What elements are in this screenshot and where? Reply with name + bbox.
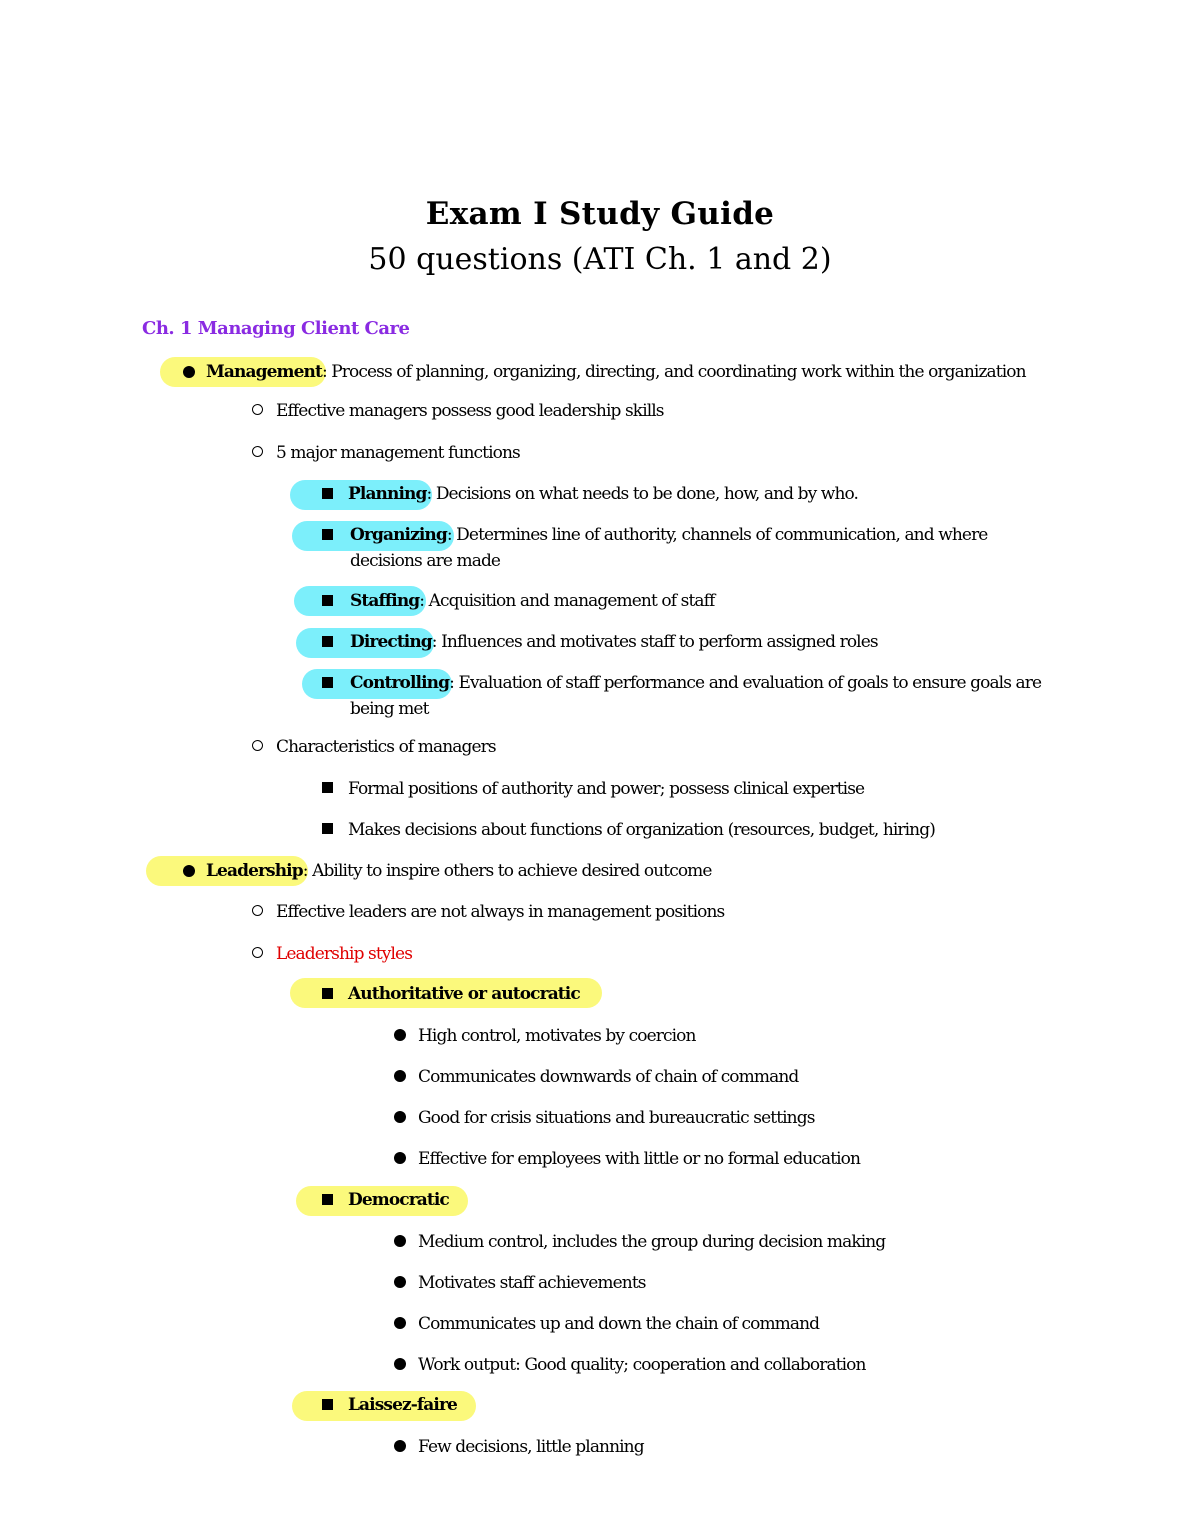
section-heading: Ch. 1 Managing Client Care	[142, 318, 410, 339]
list-item: Effective managers possess good leadership skills	[276, 401, 664, 421]
term-directing: Directing	[350, 632, 432, 652]
term-planning: Planning	[348, 484, 427, 504]
definition-staffing: : Acquisition and management of staff	[419, 591, 715, 611]
bullet-square-icon	[322, 636, 333, 647]
bullet-square-icon	[322, 1194, 333, 1205]
list-item-leadership-styles: Leadership styles	[276, 944, 413, 964]
function-staffing	[350, 588, 714, 614]
definition-directing: : Influences and motivates staff to perform assigned roles	[431, 632, 878, 652]
definition-leadership: : Ability to inspire others to achieve desired outcome	[302, 861, 712, 881]
leadership-item	[206, 858, 712, 884]
list-item: Effective for employees with little or no formal education	[418, 1149, 861, 1169]
definition-management: : Process of planning, organizing, directing, and coordinating work within the organization	[321, 362, 1026, 382]
bullet-square-icon	[322, 488, 333, 499]
bullet-disc-icon	[394, 1358, 406, 1370]
list-item: Communicates downwards of chain of command	[418, 1067, 799, 1087]
list-item: Motivates staff achievements	[418, 1273, 646, 1293]
definition-controlling: : Evaluation of staff performance and evaluation of goals to ensure goals are being met	[350, 673, 1042, 719]
bullet-disc-icon	[394, 1276, 406, 1288]
bullet-circle-icon	[252, 446, 263, 457]
style-laissez-faire: Laissez-faire	[348, 1395, 457, 1415]
bullet-square-icon	[322, 823, 333, 834]
list-item: Characteristics of managers	[276, 737, 496, 757]
document-subtitle: 50 questions (ATI Ch. 1 and 2)	[368, 242, 832, 277]
bullet-square-icon	[322, 1399, 333, 1410]
bullet-circle-icon	[252, 905, 263, 916]
bullet-disc-icon	[394, 1029, 406, 1041]
list-item: Makes decisions about functions of organization (resources, budget, hiring)	[348, 820, 935, 840]
bullet-disc-icon	[394, 1070, 406, 1082]
bullet-disc-icon	[394, 1317, 406, 1329]
bullet-circle-icon	[252, 740, 263, 751]
bullet-disc-icon	[394, 1235, 406, 1247]
bullet-square-icon	[322, 988, 333, 999]
function-organizing	[350, 522, 1010, 574]
function-controlling	[350, 670, 1050, 722]
term-organizing: Organizing	[350, 525, 447, 545]
list-item: Effective leaders are not always in management positions	[276, 902, 725, 922]
bullet-square-icon	[322, 782, 333, 793]
list-item: High control, motivates by coercion	[418, 1026, 696, 1046]
list-item: Work output: Good quality; cooperation and collaboration	[418, 1355, 866, 1375]
bullet-disc-icon	[183, 366, 195, 378]
term-leadership: Leadership	[206, 861, 303, 881]
bullet-circle-icon	[252, 404, 263, 415]
bullet-square-icon	[322, 677, 333, 688]
term-management: Management	[206, 362, 322, 382]
style-democratic: Democratic	[348, 1190, 449, 1210]
bullet-disc-icon	[394, 1152, 406, 1164]
function-planning	[348, 481, 858, 507]
management-item	[206, 359, 1026, 385]
function-directing	[350, 629, 878, 655]
bullet-disc-icon	[394, 1111, 406, 1123]
list-item: Good for crisis situations and bureaucratic settings	[418, 1108, 815, 1128]
style-authoritative: Authoritative or autocratic	[348, 984, 580, 1004]
bullet-disc-icon	[183, 865, 195, 877]
list-item: Few decisions, little planning	[418, 1437, 644, 1457]
list-item: Medium control, includes the group during decision making	[418, 1232, 886, 1252]
term-staffing: Staffing	[350, 591, 420, 611]
term-controlling: Controlling	[350, 673, 450, 693]
definition-organizing: : Determines line of authority, channels of communication, and where decisions are made	[350, 525, 988, 571]
bullet-square-icon	[322, 529, 333, 540]
list-item: Formal positions of authority and power; possess clinical expertise	[348, 779, 865, 799]
bullet-square-icon	[322, 595, 333, 606]
bullet-circle-icon	[252, 947, 263, 958]
list-item: Communicates up and down the chain of command	[418, 1314, 820, 1334]
bullet-disc-icon	[394, 1440, 406, 1452]
definition-planning: : Decisions on what needs to be done, how, and by who.	[426, 484, 859, 504]
list-item: 5 major management functions	[276, 443, 520, 463]
document-title: Exam I Study Guide	[425, 196, 775, 232]
